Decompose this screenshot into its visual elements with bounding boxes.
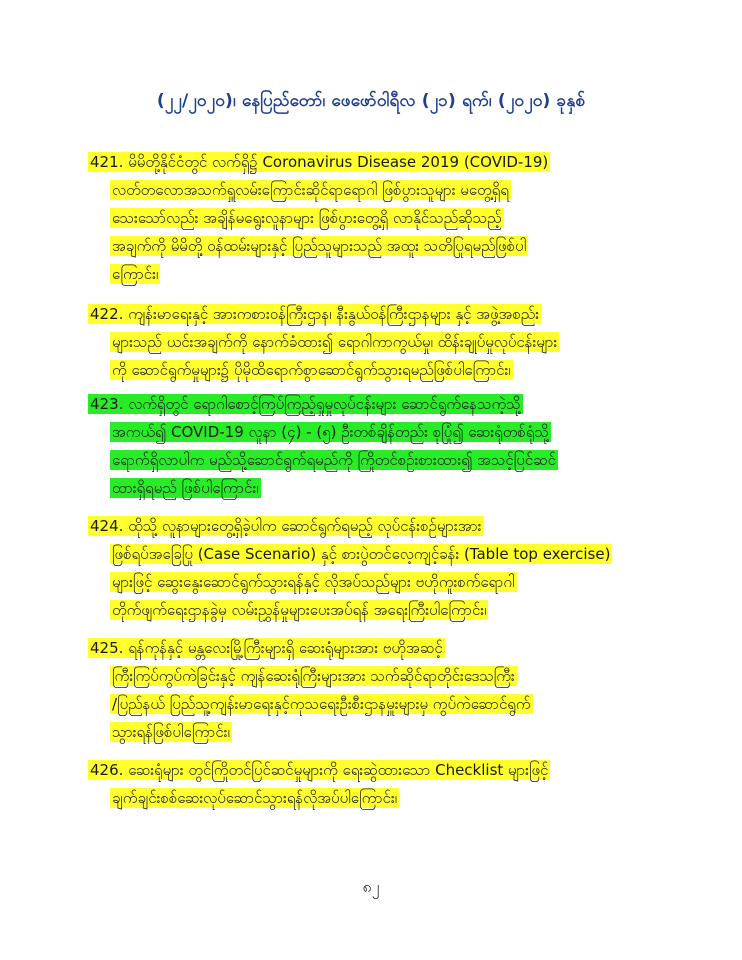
item-425 [88, 634, 660, 746]
item-line: ကြောင်း၊ [112, 265, 159, 283]
item-424 [88, 512, 660, 624]
item-line: တိုက်ဖျက်ရေးဌာနခွဲမှ လမ်းညွှန်မှုများပေးအပ်ရန် အရေးကြီးပါကြောင်း၊ [112, 601, 487, 619]
page-number: ၈၂ [362, 877, 380, 896]
item-line: /ပြည်နယ် ပြည်သူ့ကျန်းမာရေးနှင့်ကုသရေးဦးစီးဌာနမှူးများမှ ကွပ်ကဲဆောင်ရွက် [112, 695, 531, 713]
page-header: (၂၂/၂၀၂၀)၊ နေပြည်တော်၊ ဖေဖော်ဝါရီလ (၂၁) ရက်၊ (၂၀၂၀) ခုနှစ် [156, 91, 586, 111]
item-line: ကြီးကြပ်ကွပ်ကဲခြင်းနှင့် ကျန်ဆေးရုံကြီးများအား သက်ဆိုင်ရာတိုင်းဒေသကြီး [112, 667, 515, 685]
item-line: သွားရန်ဖြစ်ပါကြောင်း၊ [112, 723, 230, 741]
item-line: များဖြင့် ဆွေးနွေးဆောင်ရွက်သွားရန်နှင့် လိုအပ်သည်များ ဗဟိုကူးစက်ရောဂါ [112, 573, 515, 591]
item-line: ရောက်ရှိလာပါက မည်သို့ဆောင်ရွက်ရမည်ကို ကြိုတင်စဉ်းစားထား၍ အသင့်ပြင်ဆင် [112, 451, 556, 469]
item-number: 422. [90, 305, 124, 323]
item-line: လတ်တလောအသက်ရှူလမ်းကြောင်းဆိုင်ရာရောဂါ ဖြစ်ပွားသူများ မတွေ့ရှိရ [112, 181, 509, 199]
item-line: အကယ်၍ COVID-19 လူနာ (၄) - (၅) ဦးတစ်ချိန်တည်း စုပြုံ၍ ဆေးရုံတစ်ရုံသို့ [112, 423, 549, 441]
item-423 [88, 390, 660, 502]
item-line: ထားရှိရမည် ဖြစ်ပါကြောင်း၊ [112, 479, 259, 497]
item-line: 421. မိမိတို့နိုင်ငံတွင် လက်ရှိ၌ Coronavirus Disease 2019 (COVID-19) [90, 153, 549, 171]
item-line: ဖြစ်ရပ်အခြေပြု (Case Scenario) နှင့် စားပွဲတင်လေ့ကျင့်ခန်း (Table top exercise) [112, 545, 611, 563]
item-line: ချက်ချင်းစစ်ဆေးလုပ်ဆောင်သွားရန်လိုအပ်ပါကြောင်း၊ [112, 789, 398, 807]
item-line: 424. ထိုသို့ လူနာများတွေ့ရှိခဲ့ပါက ဆောင်ရွက်ရမည့် လုပ်ငန်းစဉ်များအား [90, 517, 482, 535]
item-line: ကို ဆောင်ရွက်မှုများ၌ ပိုမိုထိရောက်စွာဆောင်ရွက်သွားရမည်ဖြစ်ပါကြောင်း၊ [112, 361, 511, 379]
item-line: အချက်ကို မိမိတို့ ဝန်ထမ်းများနှင့် ပြည်သူများသည် အထူး သတိပြုရမည်ဖြစ်ပါ [112, 237, 527, 255]
item-number: 424. [90, 517, 124, 535]
item-number: 425. [90, 639, 124, 657]
item-426 [88, 756, 660, 812]
item-line: သေးသော်လည်း အချိန်မရွေးလူနာများ ဖြစ်ပွားတွေ့ရှိ လာနိုင်သည်ဆိုသည့် [112, 209, 502, 227]
item-number: 423. [90, 395, 124, 413]
item-number: 421. [90, 153, 124, 171]
item-line: 426. ဆေးရုံများ တွင်ကြိုတင်ပြင်ဆင်မှုများကို ရေးဆွဲထားသော Checklist များဖြင့် [90, 761, 549, 779]
item-line: များသည် ယင်းအချက်ကို နောက်ခံထား၍ ရောဂါကာကွယ်မှု၊ ထိန်းချုပ်မှုလုပ်ငန်းများ [112, 333, 558, 351]
item-line: 425. ရန်ကုန်နှင့် မန္တလေးမြို့ကြီးများရှိ ဆေးရုံများအား ဗဟိုအဆင့် [90, 639, 443, 657]
item-line: 423. လက်ရှိတွင် ရောဂါစောင့်ကြပ်ကြည့်ရှုမှုလုပ်ငန်းများ ဆောင်ရွက်နေသကဲ့သို့ [90, 395, 521, 413]
item-number: 426. [90, 761, 124, 779]
item-421 [88, 148, 660, 288]
item-422 [88, 300, 660, 384]
item-line: 422. ကျန်းမာရေးနှင့် အားကစားဝန်ကြီးဌာန၊ နီးနွယ်ဝန်ကြီးဌာနများ နှင့် အဖွဲ့အစည်း [90, 305, 540, 323]
